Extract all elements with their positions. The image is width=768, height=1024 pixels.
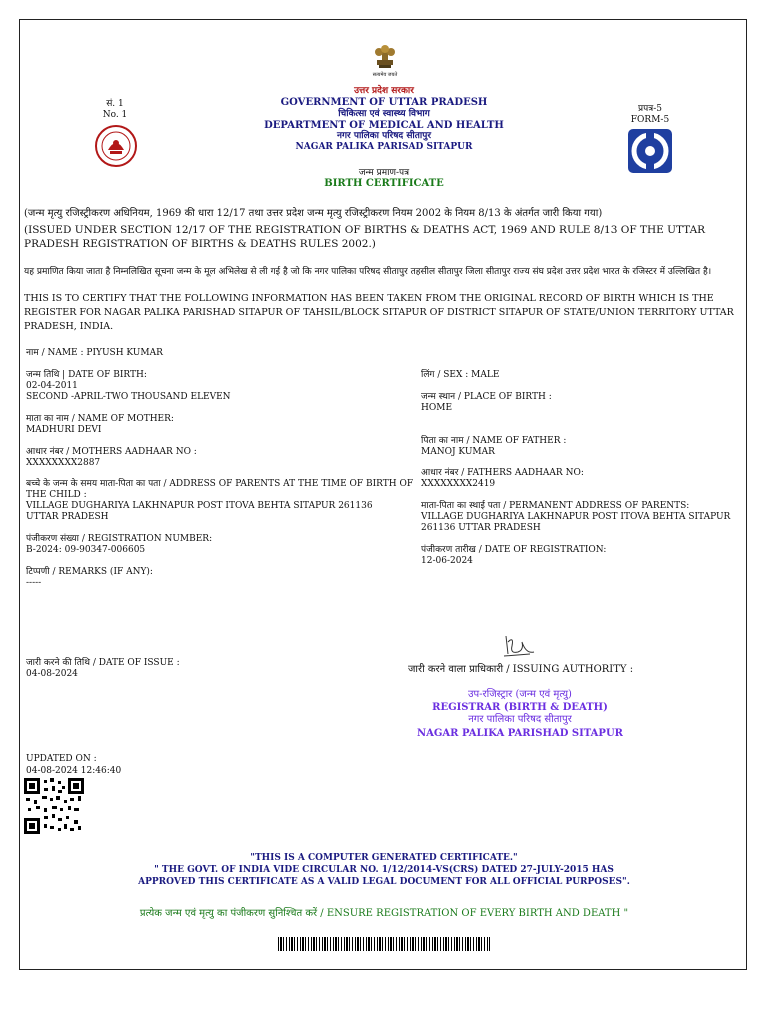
sex-label: लिंग / SEX :	[421, 370, 469, 380]
updated-value: 04-08-2024 12:46:40	[26, 766, 122, 776]
registrar-hindi-1: उप-रजिस्ट्रार (जन्म एवं मृत्यु)	[468, 689, 572, 700]
footer-line-1: "THIS IS A COMPUTER GENERATED CERTIFICATE."	[250, 853, 518, 863]
registrar-english-1: REGISTRAR (BIRTH & DEATH)	[432, 702, 608, 713]
permanent-address-value: VILLAGE DUGHARIYA LAKHNAPUR POST ITOVA BEHTA SITAPUR 261136 UTTAR PRADESH	[421, 512, 731, 533]
up-government-seal-icon	[94, 124, 138, 168]
crs-logo-icon	[627, 128, 673, 174]
dob-words: SECOND -APRIL-TWO THOUSAND ELEVEN	[26, 392, 231, 402]
name-value: PIYUSH KUMAR	[86, 348, 163, 358]
certify-english: THIS IS TO CERTIFY THAT THE FOLLOWING INFORMATION HAS BEEN TAKEN FROM THE ORIGINAL RECORD OF BIRTH WHICH IS THE REGISTER FOR NAGAR PALIKA PARISHAD SITAPUR OF TAHSIL/BLOCK SITAPUR OF DISTRICT SITAPUR OF STATE/UNION TERRITORY UTTAR PRADESH, INDIA.	[24, 293, 734, 332]
footer-line-2: " THE GOVT. OF INDIA VIDE CIRCULAR NO. 1/12/2014-VS(CRS) DATED 27-JULY-2015 HAS	[154, 865, 614, 875]
place-of-birth-value: HOME	[421, 403, 453, 413]
issuing-authority-label: जारी करने वाला प्राधिकारी / ISSUING AUTHORITY :	[408, 664, 634, 675]
mother-aadhaar-value: XXXXXXXX2887	[26, 458, 101, 468]
updated-label: UPDATED ON :	[26, 754, 97, 764]
father-label: पिता का नाम / NAME OF FATHER :	[421, 436, 567, 446]
registration-date-label: पंजीकरण तारीख / DATE OF REGISTRATION:	[421, 545, 607, 555]
title-english: BIRTH CERTIFICATE	[324, 178, 444, 189]
emblem-caption: सत्यमेव जयते	[372, 72, 398, 78]
name-label: नाम / NAME :	[26, 348, 84, 358]
dept-english: DEPARTMENT OF MEDICAL AND HEALTH	[264, 120, 504, 131]
dept-hindi: चिकित्सा एवं स्वास्थ्य विभाग	[338, 109, 430, 119]
issue-date-label: जारी करने की तिथि / DATE OF ISSUE :	[26, 658, 180, 668]
ensure-registration-text: प्रत्येक जन्म एवं मृत्यु का पंजीकरण सुनिश्चित करें / ENSURE REGISTRATION OF EVERY BIRTH AND DEATH "	[139, 908, 629, 919]
dob-label: जन्म तिथि | DATE OF BIRTH:	[26, 370, 147, 380]
qr-code-icon	[24, 778, 84, 834]
remarks-label: टिप्पणी / REMARKS (IF ANY):	[26, 567, 153, 577]
certify-hindi: यह प्रमाणित किया जाता है निम्नलिखित सूचना जन्म के मूल अभिलेख से ली गई है जो कि नगर पालिका परिषद सीतापुर तहसील सीतापुर जिला सीतापुर राज्य संघ प्रदेश उत्तर प्रदेश भारत के रजिस्टर में उल्लिखित है।	[24, 267, 712, 277]
number-hindi: सं. 1	[106, 99, 124, 109]
gov-english: GOVERNMENT OF UTTAR PRADESH	[280, 97, 488, 108]
registrar-hindi-2: नगर पालिका परिषद सीतापुर	[468, 714, 572, 725]
sex-row	[421, 370, 741, 381]
issue-date-value: 04-08-2024	[26, 669, 78, 679]
mother-label: माता का नाम / NAME OF MOTHER:	[26, 414, 174, 424]
place-of-birth-label: जन्म स्थान / PLACE OF BIRTH :	[421, 392, 552, 402]
father-value: MANOJ KUMAR	[421, 447, 495, 457]
title-hindi: जन्म प्रमाण-पत्र	[358, 168, 410, 178]
address-birth-label: बच्चे के जन्म के समय माता-पिता का पता / ADDRESS OF PARENTS AT THE TIME OF BIRTH OF THE CHILD :	[26, 479, 414, 500]
nagar-english: NAGAR PALIKA PARISAD SITAPUR	[295, 142, 473, 152]
intro-hindi: (जन्म मृत्यु रजिस्ट्रीकरण अधिनियम, 1969 की धारा 12/17 तथा उत्तर प्रदेश जन्म मृत्यु रजिस्ट्रीकरण नियम 2002 के नियम 8/13 के अंतर्गत जारी किया गया)	[24, 208, 603, 219]
mother-aadhaar-label: आधार नंबर / MOTHERS AADHAAR NO :	[26, 447, 197, 457]
number-english: No. 1	[102, 110, 128, 120]
father-aadhaar-value: XXXXXXXX2419	[421, 479, 496, 489]
name-row	[26, 348, 406, 359]
remarks-value: -----	[26, 578, 42, 588]
registrar-signature-icon	[500, 632, 540, 660]
registrar-english-2: NAGAR PALIKA PARISHAD SITAPUR	[416, 728, 623, 739]
sex-value: MALE	[471, 370, 500, 380]
mother-value: MADHURI DEVI	[26, 425, 102, 435]
registration-number-label: पंजीकरण संख्या / REGISTRATION NUMBER:	[26, 534, 213, 544]
form-hindi: प्रपत्र-5	[638, 104, 662, 114]
footer-line-3: APPROVED THIS CERTIFICATE AS A VALID LEGAL DOCUMENT FOR ALL OFFICIAL PURPOSES".	[138, 877, 630, 887]
nagar-hindi: नगर पालिका परिषद सीतापुर	[336, 131, 432, 141]
gov-hindi: उत्तर प्रदेश सरकार	[354, 86, 414, 96]
dob-value: 02-04-2011	[26, 381, 78, 391]
father-aadhaar-label: आधार नंबर / FATHERS AADHAAR NO:	[421, 468, 584, 478]
registration-number-value: B-2024: 09-90347-006605	[26, 545, 146, 555]
registration-date-value: 12-06-2024	[421, 556, 473, 566]
permanent-address-label: माता-पिता का स्थाई पता / PERMANENT ADDRESS OF PARENTS:	[421, 501, 690, 511]
form-english: FORM-5	[630, 115, 670, 125]
address-birth-value: VILLAGE DUGHARIYA LAKHNAPUR POST ITOVA BEHTA SITAPUR 261136 UTTAR PRADESH	[26, 501, 373, 522]
intro-english: (ISSUED UNDER SECTION 12/17 OF THE REGISTRATION OF BIRTHS & DEATHS ACT, 1969 AND RULE 8/13 OF THE UTTAR PRADESH REGISTRATION OF BIRTHS & DEATHS RULES 2002.)	[24, 224, 706, 250]
barcode-icon	[278, 937, 490, 951]
